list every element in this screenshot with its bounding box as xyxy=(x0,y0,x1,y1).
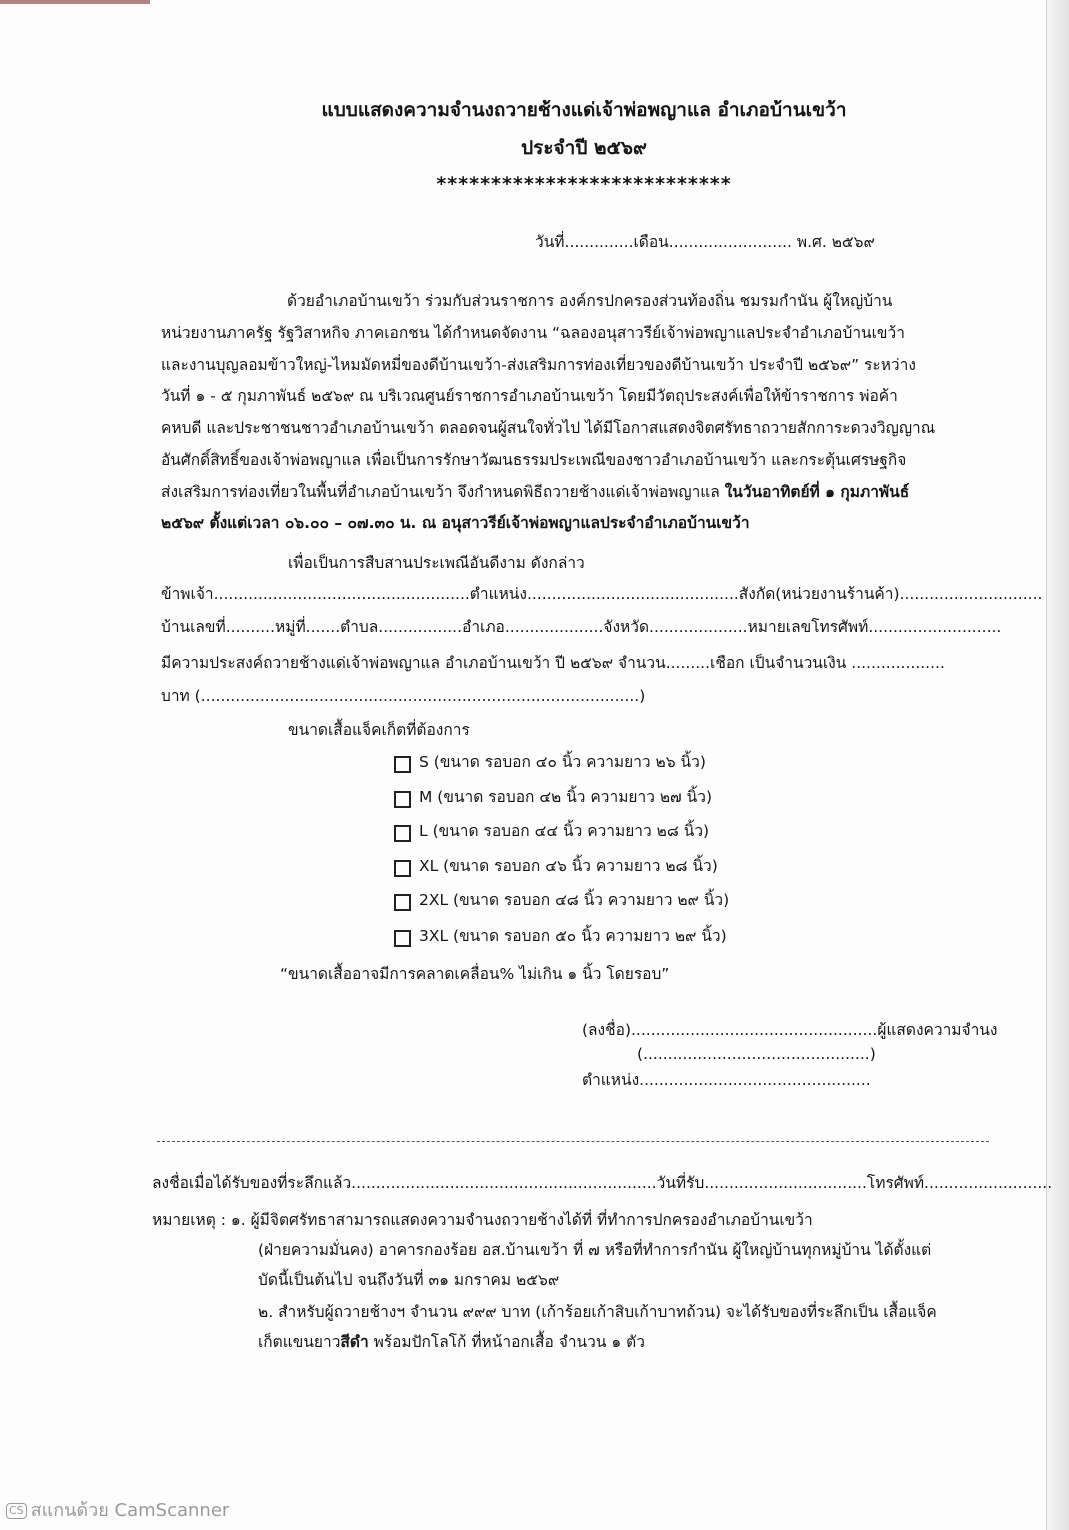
note-line-2: (ฝ่ายความมั่นคง) อาคารกองร้อย อส.บ้านเขว้า ที่ ๗ หรือที่ทำการกำนัน ผู้ใหญ่บ้านทุกหมู่บ้าน ได้ตั้งแต่ xyxy=(258,1241,932,1259)
form-intro: เพื่อเป็นการสืบสานประเพณีอันดีงาม ดังกล่าว xyxy=(288,554,585,572)
form-address-line[interactable]: บ้านเลขที่..........หมู่ที่.......ตำบล.................อำเภอ....................จังหวัด....................หมายเลขโทรศัพท์........................... xyxy=(161,618,1002,636)
body-line-7 xyxy=(161,482,909,502)
body-line-7-text: ส่งเสริมการท่องเที่ยวในพื้นที่อำเภอบ้านเขว้า จึงกำหนดพิธีถวายช้างแด่เจ้าพ่อพญาแล xyxy=(161,483,725,501)
signature-line[interactable]: (ลงชื่อ)..................................................ผู้แสดงความจำนง xyxy=(582,1021,998,1039)
note-line-4: ๒. สำหรับผู้ถวายช้างฯ จำนวน ๙๙๙ บาท (เก้าร้อยเก้าสิบเก้าบาทถ้วน) จะได้รับของที่ระลึกเป็น เสื้อแจ็ค xyxy=(258,1303,937,1321)
body-line-3: และงานบุญลอมข้าวใหญ่-ไหมมัดหมี่ของดีบ้านเขว้า-ส่งเสริมการท่องเที่ยวของดีบ้านเขว้า ประจำปี ๒๕๖๙” ระหว่าง xyxy=(161,356,916,374)
form-amount-line[interactable]: มีความประสงค์ถวายช้างแด่เจ้าพ่อพญาแล อำเภอบ้านเขว้า ปี ๒๕๖๙ จำนวน.........เชือก เป็นจำนวนเงิน ................... xyxy=(161,654,945,672)
note-line-3: บัดนี้เป็นต้นไป จนถึงวันที่ ๓๑ มกราคม ๒๕๖๙ xyxy=(258,1271,560,1289)
body-line-6: อันศักดิ์สิทธิ์ของเจ้าพ่อพญาแล เพื่อเป็นการรักษาวัฒนธรรมประเพณีของชาวอำเภอบ้านเขว้า และกระตุ้นเศรษฐกิจ xyxy=(161,451,907,469)
date-line: วันที่..............เดือน......................... พ.ศ. ๒๕๖๙ xyxy=(535,233,875,251)
size-l-checkbox[interactable] xyxy=(394,825,411,842)
size-m-label: M (ขนาด รอบอก ๔๒ นิ้ว ความยาว ๒๗ นิ้ว) xyxy=(419,788,712,806)
size-tolerance-note: “ขนาดเสื้ออาจมีการคลาดเคลื่อน% ไม่เกิน ๑ นิ้ว โดยรอบ” xyxy=(280,965,670,983)
size-xl-checkbox[interactable] xyxy=(394,860,411,877)
body-line-7-bold: ในวันอาทิตย์ที่ ๑ กุมภาพันธ์ xyxy=(724,483,910,501)
camscanner-logo-icon: CS xyxy=(6,1503,27,1519)
position-line[interactable]: ตำแหน่ง............................................... xyxy=(582,1071,871,1089)
body-line-8: ๒๕๖๙ ตั้งแต่เวลา ๐๖.๐๐ – ๐๗.๓๐ น. ณ อนุสาวรีย์เจ้าพ่อพญาแลประจำอำเภอบ้านเขว้า xyxy=(161,514,750,532)
size-3xl-label: 3XL (ขนาด รอบอก ๕๐ นิ้ว ความยาว ๒๙ นิ้ว) xyxy=(419,927,727,945)
note-line-1: หมายเหตุ : ๑. ผู้มีจิตศรัทธาสามารถแสดงความจำนงถวายช้างได้ที่ ที่ทำการปกครองอำเภอบ้านเขว้า xyxy=(152,1211,813,1229)
size-s-checkbox[interactable] xyxy=(394,756,411,773)
size-2xl-label: 2XL (ขนาด รอบอก ๔๘ นิ้ว ความยาว ๒๙ นิ้ว) xyxy=(419,891,730,909)
form-baht-line[interactable]: บาท (.........................................................................................) xyxy=(161,687,646,705)
size-m-checkbox[interactable] xyxy=(394,791,411,808)
size-xl-label: XL (ขนาด รอบอก ๔๖ นิ้ว ความยาว ๒๘ นิ้ว) xyxy=(419,857,718,875)
body-line-1: ด้วยอำเภอบ้านเขว้า ร่วมกับส่วนราชการ องค์กรปกครองส่วนท้องถิ่น ชมรมกำนัน ผู้ใหญ่บ้าน xyxy=(287,292,893,310)
note-line-5-black: สีดำ xyxy=(340,1333,369,1351)
camscanner-watermark xyxy=(6,1495,229,1524)
receipt-line[interactable]: ลงชื่อเมื่อได้รับของที่ระลึกแล้ว..............................................................วันที่รับ.................................โทรศัพท์.......................... xyxy=(152,1174,1053,1192)
document-title: แบบแสดงความจำนงถวายช้างแด่เจ้าพ่อพญาแล อำเภอบ้านเขว้า xyxy=(321,99,847,121)
form-name-line[interactable]: ข้าพเจ้า....................................................ตำแหน่ง...........................................สังกัด(หน่วยงานร้านค้า)............................. xyxy=(161,585,1043,603)
jacket-size-heading: ขนาดเสื้อแจ็คเก็ตที่ต้องการ xyxy=(288,721,470,739)
note-line-5-a: เก็ตแขนยาว xyxy=(258,1333,341,1351)
size-3xl-checkbox[interactable] xyxy=(394,930,411,947)
size-2xl-checkbox[interactable] xyxy=(394,894,411,911)
cut-line xyxy=(157,1141,989,1142)
note-line-5-c: พร้อมปักโลโก้ ที่หน้าอกเสื้อ จำนวน ๑ ตัว xyxy=(368,1333,645,1351)
body-line-2: หน่วยงานภาครัฐ รัฐวิสาหกิจ ภาคเอกชน ได้กำหนดจัดงาน “ฉลองอนุสาวรีย์เจ้าพ่อพญาแลประจำอำเภอบ้านเขว้า xyxy=(161,324,905,342)
size-s-label: S (ขนาด รอบอก ๔๐ นิ้ว ความยาว ๒๖ นิ้ว) xyxy=(419,753,706,771)
stars-divider: *************************** xyxy=(436,173,732,195)
scan-edge-mark xyxy=(0,0,150,4)
page-edge-shadow xyxy=(1047,0,1069,1530)
camscanner-text: สแกนด้วย CamScanner xyxy=(30,1500,230,1521)
size-l-label: L (ขนาด รอบอก ๔๔ นิ้ว ความยาว ๒๘ นิ้ว) xyxy=(419,822,710,840)
printed-name-line[interactable]: (..............................................) xyxy=(637,1045,876,1063)
document-year: ประจำปี ๒๕๖๙ xyxy=(521,137,647,159)
body-line-4: วันที่ ๑ - ๕ กุมภาพันธ์ ๒๕๖๙ ณ บริเวณศูนย์ราชการอำเภอบ้านเขว้า โดยมีวัตถุประสงค์เพื่อให้ข้าราชการ พ่อค้า xyxy=(161,387,898,405)
note-line-5 xyxy=(258,1332,645,1352)
body-line-5: คหบดี และประชาชนชาวอำเภอบ้านเขว้า ตลอดจนผู้สนใจทั่วไป ได้มีโอกาสแสดงจิตศรัทธาถวายสักการะดวงวิญญาณ xyxy=(161,419,936,437)
